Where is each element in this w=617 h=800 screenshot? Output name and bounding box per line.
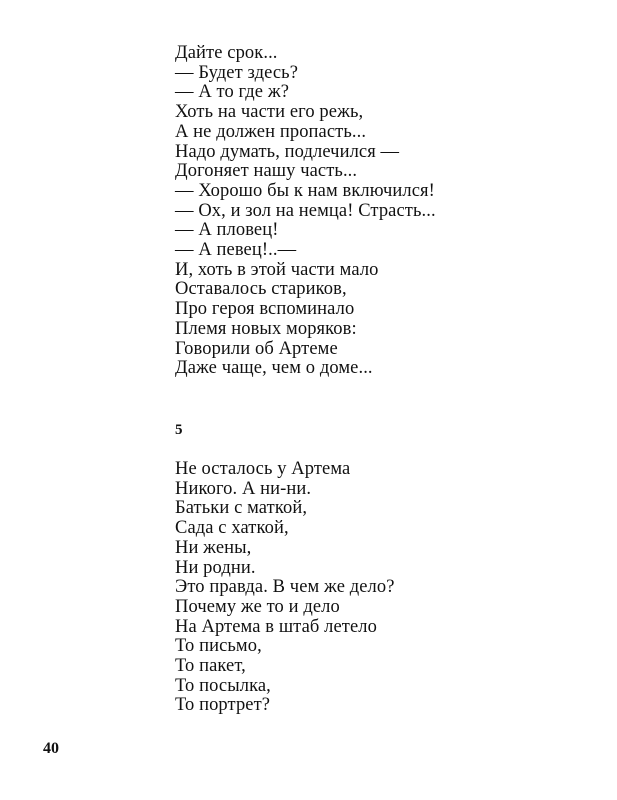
poem-stanza-2 bbox=[175, 460, 395, 716]
section-number: 5 bbox=[175, 422, 183, 438]
poem-line: Оставалось стариков, bbox=[175, 279, 347, 300]
poem-line: Это правда. В чем же дело? bbox=[175, 577, 395, 598]
poem-line: — А певец!..— bbox=[175, 240, 297, 261]
poem-line: Надо думать, подлечился — bbox=[175, 141, 400, 162]
poem-line: Даже чаще, чем о доме... bbox=[175, 358, 373, 379]
poem-line: Сада с хаткой, bbox=[175, 518, 289, 539]
poem-line: — Хорошо бы к нам включился! bbox=[175, 180, 435, 201]
poem-line: Говорили об Артеме bbox=[175, 338, 338, 359]
poem-line: На Артема в штаб летело bbox=[175, 616, 377, 637]
poem-line: — Ох, и зол на немца! Страсть... bbox=[175, 200, 436, 221]
poem-line: А не должен пропасть... bbox=[175, 121, 367, 142]
poem-line: Почему же то и дело bbox=[175, 596, 340, 617]
poem-line: Батьки с маткой, bbox=[175, 498, 308, 519]
poem-line: Ни жены, bbox=[175, 537, 252, 558]
poem-line: То портрет? bbox=[175, 695, 271, 716]
poem-line: Ни родни. bbox=[175, 557, 256, 578]
poem-line: Про героя вспоминало bbox=[175, 299, 355, 320]
poem-line: Дайте срок... bbox=[175, 43, 278, 63]
poem-line: — А пловец! bbox=[175, 220, 279, 241]
poem-line: То посылка, bbox=[175, 675, 271, 696]
poem-line: — Будет здесь? bbox=[175, 62, 299, 83]
poem-line: Не осталось у Артема bbox=[175, 459, 351, 479]
poem-line: Догоняет нашу часть... bbox=[175, 161, 358, 182]
page-number: 40 bbox=[43, 740, 59, 757]
poem-line: То пакет, bbox=[175, 656, 246, 677]
poem-line: Хоть на части его режь, bbox=[175, 102, 364, 123]
poem-line: Племя новых моряков: bbox=[175, 318, 357, 339]
poem-line: Никого. А ни-ни. bbox=[175, 478, 312, 499]
poem-line: И, хоть в этой части мало bbox=[175, 259, 379, 280]
poem-stanza-1 bbox=[175, 44, 436, 379]
poem-line: — А то где ж? bbox=[175, 82, 290, 103]
poem-line: То письмо, bbox=[175, 636, 262, 657]
